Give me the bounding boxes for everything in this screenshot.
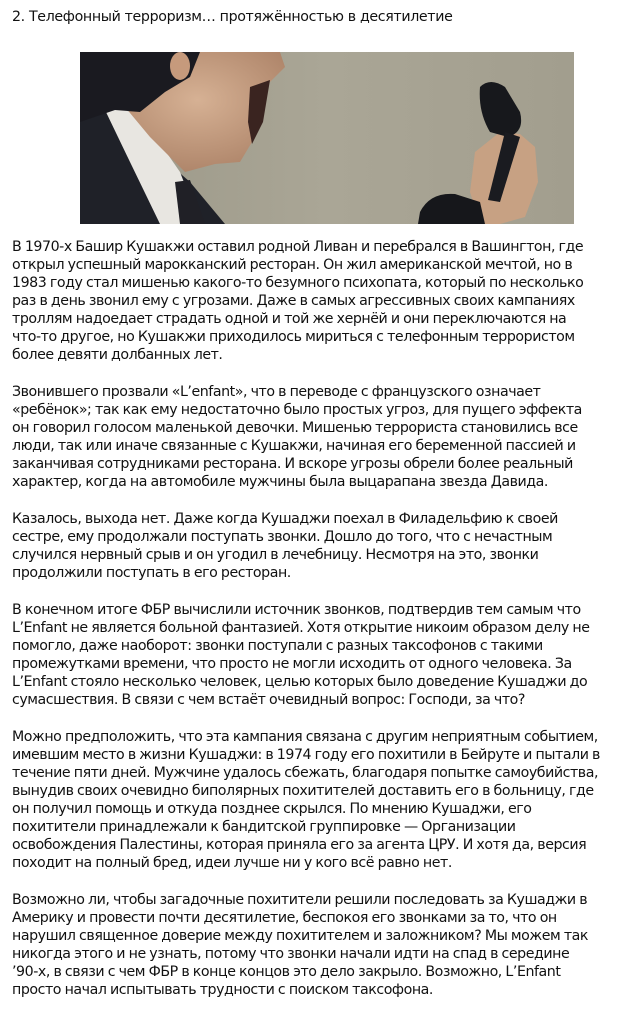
- text-line: он получил помощь и откуда позднее скрылся. По мнению Кушаджи, его: [12, 801, 532, 817]
- paragraph-5: [12, 728, 622, 872]
- text-line: Казалось, выхода нет. Даже когда Кушаджи поехал в Филадельфию к своей: [12, 511, 558, 527]
- text-line: Можно предположить, что эта кампания связана с другим неприятным событием,: [12, 729, 598, 745]
- text-line: вынудив своих очевидно биполярных похитителей доставить его в больницу, где: [12, 783, 594, 799]
- text-line: открыл успешный марокканский ресторан. Он жил американской мечтой, но в: [12, 257, 573, 273]
- text-line: походит на полный бред, идеи лучше ни у кого всё равно нет.: [12, 855, 452, 871]
- text-line: Возможно ли, чтобы загадочные похитители решили последовать за Кушаджи в: [12, 892, 588, 908]
- article-photo: [80, 52, 574, 224]
- text-line: более девяти долбанных лет.: [12, 347, 223, 363]
- paragraph-3: [12, 510, 622, 582]
- text-line: сестре, ему продолжали поступать звонки. Дошло до того, что с нечастным: [12, 529, 553, 545]
- paragraph-4: [12, 601, 622, 709]
- text-line: продолжили поступать в его ресторан.: [12, 565, 291, 581]
- article-body: [12, 238, 622, 1018]
- man-with-phone-illustration: [80, 52, 574, 224]
- text-line: В 1970-х Башир Кушакжи оставил родной Ливан и перебрался в Вашингтон, где: [12, 239, 584, 255]
- text-line: В конечном итоге ФБР вычислили источник звонков, подтвердив тем самым что: [12, 602, 581, 618]
- text-line: L’Enfant не является больной фантазией. Хотя открытие никоим образом делу не: [12, 620, 590, 636]
- paragraph-2: [12, 383, 622, 491]
- text-line: 1983 году стал мишенью какого-то безумного психопата, который по несколько: [12, 275, 584, 291]
- text-line: освобождения Палестины, которая приняла его за агента ЦРУ. И хотя да, версия: [12, 837, 587, 853]
- text-line: сумасшествия. В связи с чем встаёт очевидный вопрос: Господи, за что?: [12, 692, 525, 708]
- paragraph-1: [12, 238, 622, 364]
- text-line: он говорил голосом маленькой девочки. Мишенью террориста становились все: [12, 420, 578, 436]
- text-line: просто начал испытывать трудности с поиском таксофона.: [12, 982, 433, 998]
- text-line: характер, когда на автомобиле мужчины была выцарапана звезда Давида.: [12, 474, 548, 490]
- text-line: троллям надоедает страдать одной и той же хернёй и они переключаются на: [12, 311, 567, 327]
- text-line: никогда этого и не узнать, потому что звонки начали идти на спад в середине: [12, 946, 570, 962]
- text-line: что-то другое, но Кушакжи приходилось мириться с телефонным террористом: [12, 329, 575, 345]
- article-title: 2. Телефонный терроризм… протяжённостью в десятилетие: [12, 9, 453, 25]
- paragraph-6: [12, 891, 622, 999]
- text-line: нарушил священное доверие между похитителем и заложником? Мы можем так: [12, 928, 589, 944]
- text-line: имевшим место в жизни Кушаджи: в 1974 году его похитили в Бейруте и пытали в: [12, 747, 600, 763]
- text-line: заканчивая сотрудниками ресторана. И вскоре угрозы обрели более реальный: [12, 456, 573, 472]
- text-line: течение пяти дней. Мужчине удалось сбежать, благодаря попытке самоубийства,: [12, 765, 599, 781]
- text-line: люди, так или иначе связанные с Кушакжи, начиная его беременной пассией и: [12, 438, 576, 454]
- text-line: похитители принадлежали к бандитской группировке — Организации: [12, 819, 516, 835]
- text-line: помогло, даже наоборот: звонки поступали с разных таксофонов с такими: [12, 638, 543, 654]
- text-line: Звонившего прозвали «L’enfant», что в переводе с французского означает: [12, 384, 541, 400]
- text-line: L’Enfant стояло несколько человек, целью которых было доведение Кушаджи до: [12, 674, 588, 690]
- text-line: раз в день звонил ему с угрозами. Даже в самых агрессивных своих кампаниях: [12, 293, 575, 309]
- text-line: «ребёнок»; так как ему недостаточно было простых угроз, для пущего эффекта: [12, 402, 582, 418]
- text-line: ’90-х, в связи с чем ФБР в конце концов это дело закрыло. Возможно, L’Enfant: [12, 964, 561, 980]
- text-line: промежутками времени, что просто не могли исходить от одного человека. За: [12, 656, 572, 672]
- text-line: Америку и провести почти десятилетие, беспокоя его звонками за то, что он: [12, 910, 557, 926]
- text-line: случился нервный срыв и он угодил в лечебницу. Несмотря на это, звонки: [12, 547, 539, 563]
